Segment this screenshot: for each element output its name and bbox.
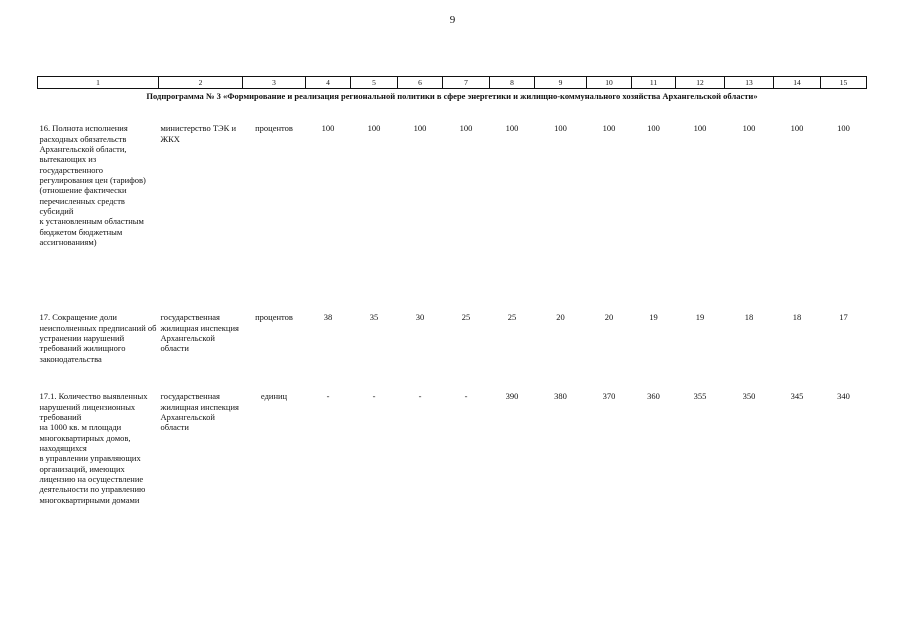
indicator-value: 20 xyxy=(604,312,614,323)
indicator-unit: единиц xyxy=(260,391,288,402)
indicator-value: 19 xyxy=(649,312,658,323)
indicator-value: - xyxy=(372,391,376,402)
column-number-row xyxy=(38,77,867,89)
page-number: 9 xyxy=(449,14,456,26)
indicator-value: 25 xyxy=(461,312,471,323)
column-number: 1 xyxy=(38,77,159,89)
indicator-value: 100 xyxy=(505,123,519,134)
indicator-value: 30 xyxy=(415,312,425,323)
indicator-value: 100 xyxy=(837,123,850,134)
column-number: 2 xyxy=(159,77,243,89)
column-number: 12 xyxy=(676,77,725,89)
table-row xyxy=(38,307,867,386)
indicator-value: 355 xyxy=(693,391,707,402)
indicator-value: - xyxy=(418,391,422,402)
indicator-name: 16. Полнота исполнения расходных обязательств Архангельской области, вытекающих из государственного регулирования цен (тарифов) (отношение фактически перечисленных средств субсидий к установленным областным бюджетом бюджетным ассигнованиям) xyxy=(39,123,146,248)
indicator-value: 18 xyxy=(744,312,754,323)
indicator-value: 19 xyxy=(695,312,705,323)
subprogram-title: Подпрограмма № 3 «Формирование и реализация региональной политики в сфере энергетики и жилищно-коммунального хозяйства Архангельской области» xyxy=(146,91,758,102)
column-number: 11 xyxy=(632,77,676,89)
indicator-value: 100 xyxy=(647,123,660,134)
column-number: 8 xyxy=(490,77,535,89)
indicator-value: 100 xyxy=(459,123,473,134)
indicator-value: 25 xyxy=(507,312,517,323)
indicator-value: 345 xyxy=(790,391,804,402)
indicator-unit: процентов xyxy=(255,312,293,323)
indicator-name: 17.1. Количество выявленных нарушений лицензионных требований на 1000 кв. м площади многоквартирных домов, находящихся в управлении управляющих организаций, имеющих лицензию на осуществление деятельности по управлению многоквартирными домами xyxy=(39,391,148,505)
subprogram-row xyxy=(38,89,867,112)
indicator-name: 17. Сокращение доли неисполненных предписаний об устранении нарушений требований жилищного законодательства xyxy=(39,312,157,364)
column-number: 7 xyxy=(443,77,490,89)
indicators-table xyxy=(37,76,867,591)
indicator-value: 100 xyxy=(413,123,427,134)
column-number: 13 xyxy=(725,77,774,89)
indicator-value: 38 xyxy=(323,312,333,323)
indicator-value: 35 xyxy=(369,312,379,323)
column-number: 10 xyxy=(587,77,632,89)
indicator-value: 370 xyxy=(602,391,616,402)
indicator-value: 350 xyxy=(742,391,756,402)
indicator-value: 100 xyxy=(742,123,756,134)
table-row xyxy=(38,111,867,307)
indicator-executor: государственная жилищная инспекция Архангельской области xyxy=(160,312,239,354)
column-number: 3 xyxy=(243,77,306,89)
indicator-value: 100 xyxy=(790,123,804,134)
indicator-value: 100 xyxy=(554,123,567,134)
indicator-value: 100 xyxy=(321,123,335,134)
indicator-unit: процентов xyxy=(255,123,293,134)
indicator-value: - xyxy=(464,391,468,402)
indicator-value: 390 xyxy=(505,391,519,402)
indicator-value: 20 xyxy=(556,312,565,323)
indicator-value: - xyxy=(326,391,330,402)
column-number: 14 xyxy=(774,77,821,89)
indicator-value: 340 xyxy=(837,391,850,402)
indicator-value: 100 xyxy=(367,123,381,134)
indicator-value: 380 xyxy=(554,391,567,402)
column-number: 9 xyxy=(535,77,587,89)
indicator-value: 18 xyxy=(792,312,802,323)
indicator-value: 100 xyxy=(602,123,616,134)
column-number: 4 xyxy=(306,77,351,89)
indicator-value: 17 xyxy=(839,312,848,323)
indicator-value: 360 xyxy=(647,391,660,402)
column-number: 15 xyxy=(821,77,867,89)
table-row xyxy=(38,386,867,591)
column-number: 5 xyxy=(351,77,398,89)
column-number: 6 xyxy=(398,77,443,89)
indicator-value: 100 xyxy=(693,123,707,134)
indicator-executor: государственная жилищная инспекция Архангельской области xyxy=(160,391,239,433)
indicator-executor: министерство ТЭК и ЖКХ xyxy=(160,123,236,144)
